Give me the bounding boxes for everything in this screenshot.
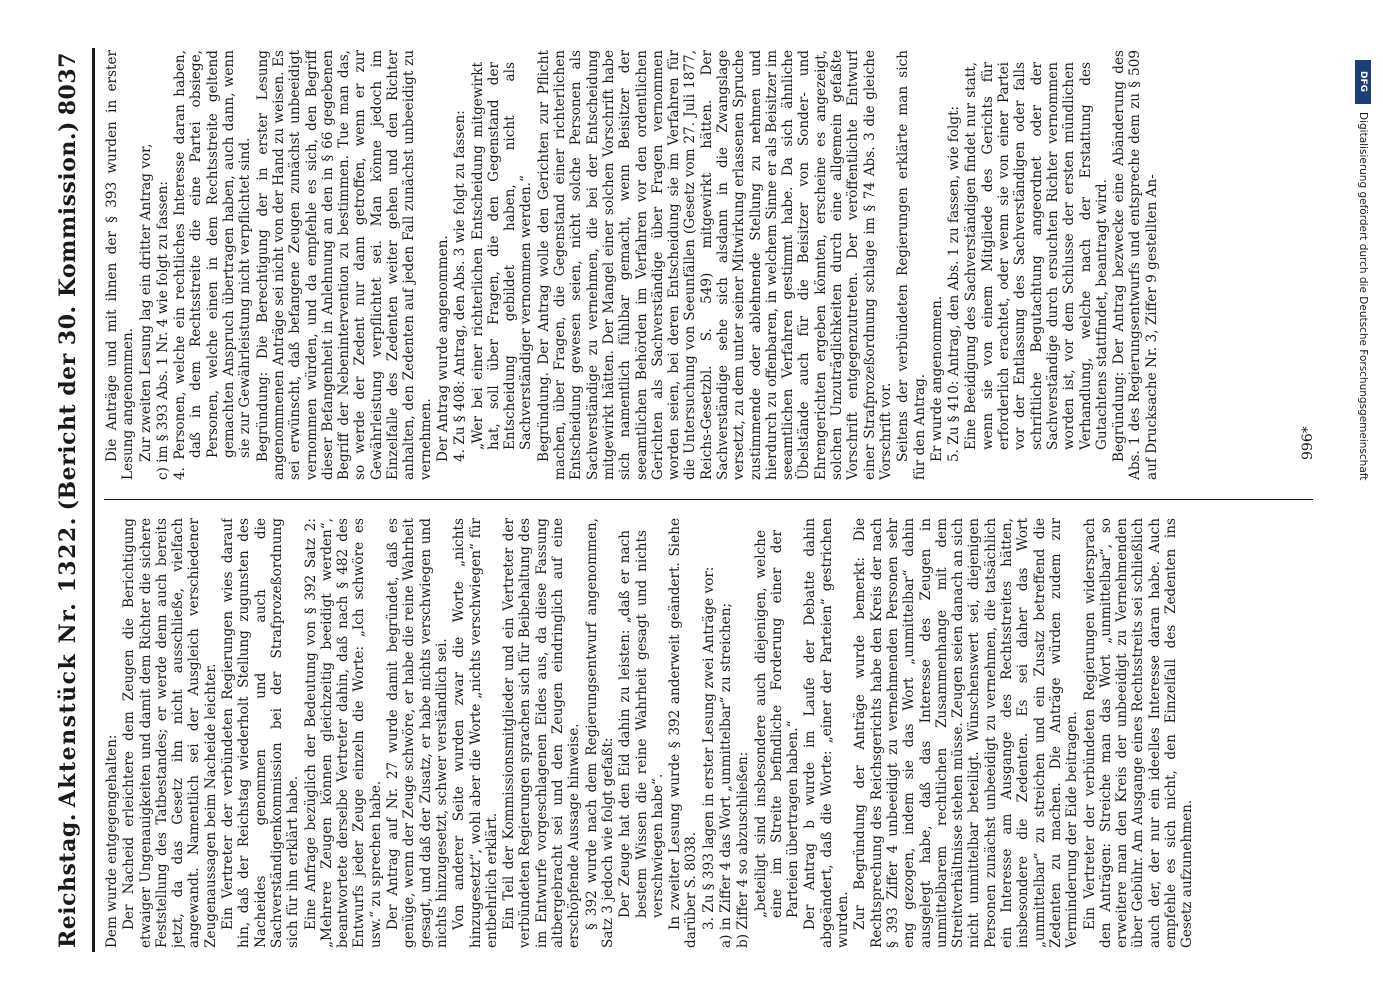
quoted-text: „Wer bei einer richterlichen Entscheidung mitgewirkt hat, soll über Fragen, die den Gegenstand der Entscheidung gebildet haben, nicht als Sachverständiger vernommen werden.“ [469,62,535,450]
page-header [48,52,88,948]
paragraph: Die Anträge und mit ihnen der § 393 wurden in erster Lesung angenommen. [104,50,137,480]
paragraph: Der Antrag wurde angenommen. [434,235,451,462]
header-right-label: (Bericht der 30. Kommission.) [55,121,81,511]
paragraph: Der Nacheid erleichtere dem Zeugen die Berichtigung etwaiger Ungenauigkeiten und damit dem Richter die sichere Feststellung des Tatbestandes; er werde denn auch bereits jetzt, da das Gesetz ihn nicht ausschließe, vielfach angewandt. Namentlich sei der Ausgleich verschiedener Zeugenaussagen beim Nacheide leichter. [121,518,219,948]
paragraph: Begründung. Der Antrag wolle den Gerichten zur Pflicht machen, über Fragen, die Gegenstand einer richterlichen Entscheidung gewesen seien, nicht solche Personen als Sachverständige zu vernehmen, die bei der Entscheidung mitgewirkt hätten. Der Mangel einer solchen Vorschrift habe sich namentlich fühlbar gemacht, wenn Beisitzer der seeamtlichen Behörden im Verfahren vor den ordentlichen Gerichten als Sachverständige über Fragen vernommen worden seien, bei deren Entscheidung sie im Verfahren für die Untersuchung von Seeunfällen (Gesetz vom 27. Juli 1877, Reichs-Gesetzbl. S. 549) mitgewirkt hätten. Der Sachverständige sehe sich alsdann in die Zwangslage versetzt, zu dem unter seiner Mitwirkung erlassenen Spruche zustimmende oder ablehnende Stellung zu nehmen und hierdurch zu offenbaren, in welchem Sinne er als Beisitzer im seeamtlichen Verfahren gestimmt habe. Da sich ähnliche Übelstände auch für die Beisitzer von Sonder- und Ehrengerichten ergeben könnten, erscheine es angezeigt, solchen Unzuträglichkeiten durch eine allgemein gefaßte Vorschrift entgegenzutreten. Der veröffentlichte Entwurf einer Strafprozeßordnung schlage im § 74 Abs. 3 die gleiche Vorschrift vor. [535,50,894,480]
section-heading: 4. Zu § 408: Antrag, den Abs. 3 wie folgt zu fassen: [452,110,469,462]
funding-note: Digitalisierung gefördert durch die Deutsche Forschungsgemeinschaft [1357,112,1369,481]
paragraph: In zweiter Lesung wurde § 392 anderweit geändert. Siehe darüber S. 8038. [667,518,700,948]
list-item: c) im § 393 Abs. 1 Nr. 4 wie folgt zu fassen: [154,181,171,480]
section-heading: 3. Zu § 393 lagen in erster Lesung zwei Anträge vor: [700,566,717,930]
left-column [104,518,1313,948]
paragraph: Ein Teil der Kommissionsmitglieder und ein Vertreter der verbündeten Regierungen sprachen sich für Beibehaltung des im Entwurfe vorgeschlagenen Eides aus, da diese Fassung altbergebracht sei und den Zeugen eindringlich auf eine erschöpfende Aussage hinweise. [501,518,583,948]
paragraph: Der Antrag b wurde im Laufe der Debatte dahin abgeändert, daß die Worte: „einer der Parteien“ gestrichen wurden. [802,518,852,948]
list-item: b) Ziffer 4 so abzuschließen: [735,751,752,948]
paragraph: Dem wurde entgegengehalten: [104,734,120,948]
list-item: a) in Ziffer 4 das Wort „unmittelbar“ zu streichen; [717,602,734,948]
quoted-text: Eine Beeidigung des Sachverständigen findet nur statt, wenn sie von einem Mitgliede des Gerichts für erforderlich erachtet, oder wenn sie von einer Partei vor der Entlassung des Sachverständigen oder falls schriftliche Begutachtung angeordnet oder der Sachverständige durch ersuchten Richter vernommen worden ist, vor dem Schlusse der ersten mündlichen Verhandlung, welche nach der Erstattung des Gutachtens stattfindet, beantragt wird. [963,62,1110,450]
quoted-text: Der Zeuge hat den Eid dahin zu leisten: „daß er nach bestem Wissen die reine Wahrheit gesagt und nichts verschwiegen habe“. [617,530,666,918]
header-center: Aktenstück Nr. 1322. [55,516,81,808]
digitization-note [1355,60,1373,940]
paragraph: Begründung: Die Berechtigung der in erster Lesung angenommenen Anträge sei nicht von der Hand zu weisen. Es sei erwünscht, daß befangene Zeugen zunächst unbeeidigt vernommen würden, und da empfehle es sich, den Begriff dieser Befangenheit in Anlehnung an den in § 66 gegebenen Begriff der Nebenintervention zu bestimmen. Tue man das, so werde der Zedent nur dann getroffen, wenn er zur Gewährleistung verpflichtet sei. Man könne jedoch im Einzelfalle des Zedenten weiter gehen und den Richter anhalten, den Zedenten auf jeden Fall zunächst unbeeidigt zu vernehmen. [254,50,434,480]
paragraph: Der Antrag auf Nr. 27 wurde damit begründet, daß es genüge, wenn der Zeuge schwöre, er habe die reine Wahrheit gesagt, und daß der Zusatz, er habe nichts verschwiegen und nichts hinzugesetzt, schwer verständlich sei. [385,518,450,948]
paragraph: Eine Anfrage bezüglich der Bedeutung von § 392 Satz 2: „Mehrere Zeugen können gleichzeitig beeidigt werden“, beantwortete derselbe Vertreter dahin, daß nach § 482 des Entwurfs jeder Zeuge einzeln die Worte: „Ich schwöre es usw.“ zu sprechen habe. [302,518,384,948]
column-divider [104,499,1313,500]
dfg-logo: DFG [1355,60,1371,104]
page-number: 8037 [55,52,81,116]
paragraph: Zur Begründung der Anträge wurde bemerkt: Die Rechtsprechung des Reichsgerichts habe den Kreis der nach § 393 Ziffer 4 unbeeidigt zu vernehmenden Personen sehr eng gezogen, indem sie das Wort „unmittelbar“ dahin ausgelegt habe, daß das Interesse des Zeugen in unmittelbarem rechtlichen Zusammenhange mit dem Streitverhältnisse stehen müsse. Zeugen seien danach an sich nicht unmittelbar beteiligt. Wünschenswert sei, diejenigen Personen zunächst unbeeidigt zu vernehmen, die tatsächlich ein Interesse am Ausgange des Rechtsstreites hätten, insbesondere die Zedenten. Es sei daher das Wort „unmittelbar“ zu streichen und ein Zusatz betreffend die Zedenten zu machen. Die Anträge würden zudem zur Verminderung der Eide beitragen. [852,518,1081,948]
quoted-text: „beteiligt sind insbesondere auch diejenigen, welche eine im Streite befindliche Forderung einer der Parteien übertragen haben.“ [752,530,802,918]
paragraph: Begründung: Der Antrag bezwecke eine Abänderung des Abs. 1 des Regierungsentwurfs und entspreche dem zu § 509 auf Drucksache Nr. 3, Ziffer 9 gestellten An- [1111,50,1160,480]
section-heading: 5. Zu § 410: Antrag, den Abs. 1 zu fassen, wie folgt: [946,105,963,462]
footer-note: 996* [1300,426,1316,460]
header-rule [92,48,95,952]
paragraph: Ein Vertreter der verbündeten Regierungen wies darauf hin, daß der Reichstag wiederholt Stellung zugunsten des Nacheides genommen und auch die Sachverständigenkommission bei der Strafprozeßordnung sich für ihn erklärt habe. [220,518,302,948]
paragraph: Ein Vertreter der verbündeten Regierungen widersprach den Anträgen: Streiche man das Wort „unmittelbar“, so erweitere man den Kreis der unbeeidigt zu Vernehmenden über Gebühr. Am Ausgange eines Rechtsstreits sei schließlich auch der, der nur ein ideelles Interesse daran habe. Auch empfehle es sich nicht, den Einzelfall des Zedenten ins Gesetz aufzunehmen. [1081,518,1196,948]
list-item: 4. Personen, welche ein rechtliches Interesse daran haben, daß in dem Rechtsstreite die eine Partei obsiege, Personen, welche einen in dem Rechtsstreite geltend gemachten Anspruch übertragen haben, auch dann, wenn sie zur Gewährleistung nicht verpflichtet sind. [172,50,254,480]
paragraph: Seitens der verbündeten Regierungen erklärte man sich für den Antrag. [895,50,928,480]
paragraph: § 392 wurde nach dem Regierungsentwurf angenommen, Satz 3 jedoch wie folgt gefaßt: [583,518,616,948]
right-column [104,50,1313,480]
paragraph: Er wurde angenommen. [928,295,945,462]
paragraph: Von anderer Seite wurden zwar die Worte „nichts hinzugesetzt“, wohl aber die Worte „nichts verschwiegen“ für entbehrlich erklärt. [451,518,500,948]
paragraph: Zur zweiten Lesung lag ein dritter Antrag vor, [137,143,154,462]
header-left: Reichstag. [55,813,81,948]
